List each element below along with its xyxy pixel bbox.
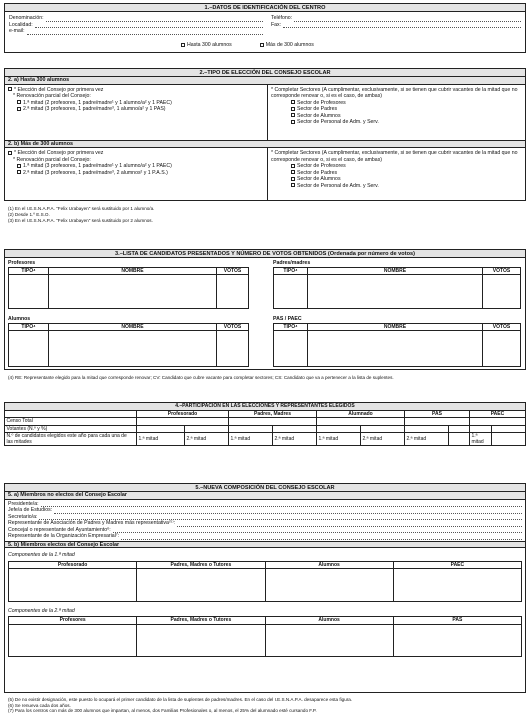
- col-nombre: NOMBRE: [308, 267, 483, 274]
- presidente-label: Presidente/a:: [8, 500, 39, 507]
- candidatos-label: N.º de candidatos elegidos este año para cada una de las mitades: [5, 432, 137, 446]
- fax-field[interactable]: [283, 23, 521, 28]
- jefe-estudios-field[interactable]: [54, 509, 522, 514]
- section-2b-title: 2. b) Más de 300 alumnos: [5, 141, 525, 149]
- section-5-title: 5.–NUEVA COMPOSICIÓN DEL CONSEJO ESCOLAR: [5, 484, 525, 492]
- 2b-renovacion-label: * Renovación parcial del Consejo:: [13, 156, 91, 163]
- table-cell[interactable]: [317, 418, 405, 425]
- prof-mitad2: 2.ª mitad: [185, 432, 229, 446]
- 2a-mitad1-checkbox[interactable]: [17, 100, 21, 104]
- col-tipo: TIPO⁴: [274, 267, 308, 274]
- 2a-sector-profesores-checkbox[interactable]: [291, 100, 295, 104]
- col-nombre: NOMBRE: [49, 323, 217, 330]
- secretario-label: Secretario/a:: [8, 513, 38, 520]
- footnote-5: (5) De no existir designación, este puesto lo ocupará el primer candidato de la lista de suplentes de padres/madres. En el caso del I.E.S.N.A.P.A. desaparece esta figura.: [8, 697, 353, 702]
- table-cell[interactable]: [308, 330, 483, 366]
- section-3-title: 3.–LISTA DE CANDIDATOS PRESENTADOS Y NÚMERO DE VOTOS OBTENIDOS (Ordenada por número de votos): [5, 250, 525, 258]
- table-cell[interactable]: [9, 624, 137, 656]
- 2b-primera-vez-checkbox[interactable]: [8, 151, 12, 155]
- alum-mitad1: 1.ª mitad: [317, 432, 361, 446]
- table-cell[interactable]: [273, 425, 317, 432]
- table-cell[interactable]: [308, 274, 483, 308]
- table-cell[interactable]: [405, 425, 449, 432]
- col-tipo: TIPO⁴: [9, 267, 49, 274]
- profesores-label: Profesores: [8, 260, 36, 266]
- col-tipo: TIPO⁴: [9, 323, 49, 330]
- comp2-col-padres: Padres, Madres o Tutores: [137, 617, 265, 624]
- 2b-sector-profesores-label: Sector de Profesores: [297, 163, 346, 169]
- 2b-primera-vez-label: * Elección del Consejo por primera vez: [14, 150, 104, 156]
- profesores-table: [8, 267, 249, 309]
- table-cell[interactable]: [229, 418, 317, 425]
- prof-mitad1: 1.ª mitad: [137, 432, 185, 446]
- denominacion-field[interactable]: [46, 17, 263, 22]
- 2a-mitad1-label: 1.ª mitad (2 profesores, 1 padre/madre¹ y 1 alumno/a² y 1 PAEC): [23, 99, 172, 106]
- table-cell[interactable]: [274, 330, 308, 366]
- 2a-mitad2-label: 2.ª mitad (3 profesores, 1 padre/madre³, 1 alumno/a² y 1 PAS): [23, 106, 166, 112]
- votantes-label: Votantes (N.º y %): [5, 425, 137, 432]
- comp1-table: [8, 561, 522, 602]
- 2b-sector-pas-label: Sector de Personal de Adm. y Serv.: [297, 182, 379, 189]
- col-nombre: NOMBRE: [49, 267, 217, 274]
- table-cell[interactable]: [469, 425, 491, 432]
- table-cell[interactable]: [9, 568, 137, 601]
- table-cell[interactable]: [483, 274, 521, 308]
- col-nombre: NOMBRE: [308, 323, 483, 330]
- section-1: [4, 3, 526, 53]
- table-cell[interactable]: [49, 274, 217, 308]
- email-field[interactable]: [27, 30, 263, 35]
- alumnos-label: Alumnos: [8, 316, 31, 322]
- fax-label: Fax:: [271, 21, 282, 28]
- 2b-mitad2-label: 2.ª mitad (3 profesores, 1 padre/madre³, 2 alumnos² y 1 P.A.S.): [23, 169, 168, 176]
- padres-mitad2: 2.ª mitad: [273, 432, 317, 446]
- table-cell[interactable]: [137, 568, 265, 601]
- presidente-field[interactable]: [41, 502, 522, 507]
- section-2a-title: 2. a) Hasta 300 alumnos: [5, 77, 525, 85]
- table-cell[interactable]: [491, 425, 525, 432]
- 2b-mitad1-checkbox[interactable]: [17, 164, 21, 168]
- section-4: [4, 402, 526, 446]
- comp2-col-pas: PAS: [393, 617, 521, 624]
- empresarial-label: Representante de la Organización Empresarial⁷:: [8, 533, 120, 539]
- 2a-renovacion-label: * Renovación parcial del Consejo:: [13, 93, 91, 99]
- table-cell[interactable]: [217, 274, 249, 308]
- pas-label: PAS / PAEC: [273, 316, 302, 322]
- 2a-sector-padres-checkbox[interactable]: [291, 107, 295, 111]
- table-cell[interactable]: [449, 425, 470, 432]
- table-cell[interactable]: [393, 624, 521, 656]
- 2b-mitad2-checkbox[interactable]: [17, 170, 21, 174]
- table-cell[interactable]: [229, 425, 273, 432]
- table-cell[interactable]: [393, 568, 521, 601]
- comp2-table: [8, 616, 522, 656]
- 2b-sector-pas-checkbox[interactable]: [291, 183, 295, 187]
- col-votos: VOTOS: [217, 267, 249, 274]
- footnote-1: (1) En el I.E.S.N.A.P.A. "Felix Urabayen" será sustituido por 1 alumno/a.: [8, 206, 155, 211]
- alum-mitad2: 2.ª mitad: [361, 432, 405, 446]
- mas-300-checkbox[interactable]: [260, 43, 264, 47]
- section-5: [4, 483, 526, 693]
- table-cell[interactable]: [265, 568, 393, 601]
- empty-cell: [5, 411, 137, 418]
- section-5a-title: 5. a) Miembros no electos del Consejo Escolar: [5, 492, 525, 500]
- col-pas: PAS: [405, 411, 470, 418]
- table-cell[interactable]: [405, 418, 470, 425]
- alumnos-table: [8, 323, 249, 367]
- paec-mitad1: 1.ª mitad: [469, 432, 491, 446]
- comp1-col-alumnos: Alumnos: [265, 561, 393, 568]
- 2a-sector-padres-label: Sector de Padres: [297, 106, 338, 112]
- 2b-sector-padres-checkbox[interactable]: [291, 170, 295, 174]
- email-label: e-mail:: [9, 28, 25, 34]
- telefono-field[interactable]: [294, 17, 521, 22]
- concejal-label: Concejal o representante del Ayuntamiento⁶:: [8, 526, 111, 533]
- apyma-field[interactable]: [177, 522, 522, 527]
- jefe-estudios-label: Jefe/a de Estudios:: [8, 507, 53, 513]
- padres-label: Padres/madres: [273, 260, 311, 266]
- col-votos: VOTOS: [483, 267, 521, 274]
- section-5b-title: 5. b) Miembros electos del Consejo Escolar: [5, 541, 525, 549]
- table-cell[interactable]: [49, 330, 217, 366]
- footnote-6: (6) Se renueva cada dos años.: [8, 702, 71, 708]
- col-votos: VOTOS: [483, 323, 521, 330]
- table-cell[interactable]: [265, 624, 393, 656]
- table-cell[interactable]: [137, 418, 229, 425]
- table-cell[interactable]: [217, 330, 249, 366]
- table-cell[interactable]: [361, 425, 405, 432]
- censo-label: Censo Total: [5, 418, 137, 425]
- section-5-footnotes: [8, 697, 524, 714]
- table-cell[interactable]: [137, 425, 185, 432]
- comp2-col-profesores: Profesores: [9, 617, 137, 624]
- 2b-sector-padres-label: Sector de Padres: [297, 169, 338, 176]
- comp2-label: Componentes de la 2.ª mitad: [8, 607, 75, 614]
- 2b-completar-sectores: * Completar Sectores (A cumplimentar, exclusivamente, si se tienen que cubrir vacantes de la mitad que no corresponde renovar o, si es el caso, de ambas): [271, 150, 518, 163]
- padres-mitad1: 1.ª mitad: [229, 432, 273, 446]
- comp1-col-padres: Padres, Madres o Tutores: [137, 561, 265, 568]
- footnote-4: (4) RE: Representante elegido para la mitad que corresponde renovar; CV: Candidato que cubre vacante para completar sectores; CS: Candidato que va a pertenecer a la lista de suplentes.: [8, 375, 394, 380]
- table-cell[interactable]: [9, 274, 49, 308]
- table-cell[interactable]: [483, 330, 521, 366]
- comp2-col-alumnos: Alumnos: [265, 617, 393, 624]
- pas-table: [273, 323, 521, 367]
- section-3: [4, 249, 526, 370]
- table-cell[interactable]: [469, 418, 525, 425]
- 2b-sector-alumnos-checkbox[interactable]: [291, 177, 295, 181]
- section-1-title: 1.–DATOS DE IDENTIFICACIÓN DEL CENTRO: [5, 4, 525, 12]
- table-cell[interactable]: [449, 432, 470, 446]
- col-votos: VOTOS: [217, 323, 249, 330]
- section-4-title: 4.–PARTICIPACIÓN EN LAS ELECCIONES Y REPRESENTANTES ELEGIDOS: [5, 403, 526, 411]
- section-2-footnotes: [8, 206, 524, 224]
- section-2-title: 2.–TIPO DE ELECCIÓN DEL CONSEJO ESCOLAR: [5, 69, 525, 77]
- 2b-sector-profesores-checkbox[interactable]: [291, 164, 295, 168]
- mas-300-label: Más de 300 alumnos: [265, 42, 314, 48]
- table-cell[interactable]: [185, 425, 229, 432]
- empresarial-field[interactable]: [121, 535, 522, 540]
- comp1-col-profesorado: Profesorado: [9, 561, 137, 568]
- apyma-label: Representante de Asociación de Padres y Madres más representativa⁽⁵⁾:: [8, 520, 176, 526]
- localidad-field[interactable]: [35, 23, 263, 28]
- table-cell[interactable]: [491, 432, 525, 446]
- 2a-sector-alumnos-label: Sector de Alumnos: [297, 112, 341, 119]
- concejal-field[interactable]: [113, 528, 522, 533]
- hasta-300-label: Hasta 300 alumnos: [187, 42, 232, 48]
- col-profesorado: Profesorado: [137, 411, 229, 418]
- participation-table: [4, 402, 526, 446]
- 2a-sector-profesores-label: Sector de Profesores: [297, 99, 346, 106]
- table-cell[interactable]: [9, 330, 49, 366]
- localidad-label: Localidad:: [9, 21, 33, 28]
- comp1-col-paec: PAEC: [393, 561, 521, 568]
- col-padres: Padres, Madres: [229, 411, 317, 418]
- 2a-completar-sectores: * Completar Sectores (A cumplimentar, exclusivamente, si se tienen que cubrir vacantes de la mitad que no corresponde renovar o, si es el caso, de ambas): [271, 86, 518, 99]
- 2a-sector-pas-checkbox[interactable]: [291, 120, 295, 124]
- telefono-label: Teléfono:: [271, 15, 293, 21]
- col-tipo: TIPO⁴: [274, 323, 308, 330]
- denominacion-label: Denominación:: [9, 15, 44, 21]
- footnote-2: (2) Desde 1.º E.S.O.: [8, 212, 50, 217]
- footnote-7: (7) Para los centros con más de 300 alumnos que impartan, al menos, dos Familias Profesionales o, al menos, el 25% del alumnado esté cursando F.P.: [8, 708, 317, 714]
- hasta-300-checkbox[interactable]: [181, 43, 185, 47]
- 2a-sector-alumnos-checkbox[interactable]: [291, 113, 295, 117]
- table-cell[interactable]: [137, 624, 265, 656]
- padres-table: [273, 267, 521, 309]
- table-cell[interactable]: [274, 274, 308, 308]
- 2a-mitad2-checkbox[interactable]: [17, 107, 21, 111]
- footnote-3: (3) En el I.E.S.N.A.P.A. "Felix Urabayen" será sustituido por 2 alumnos.: [8, 218, 153, 223]
- table-cell[interactable]: [317, 425, 361, 432]
- 2a-primera-vez-checkbox[interactable]: [8, 87, 12, 91]
- section-2: [4, 68, 526, 201]
- comp1-label: Componentes de la 1.ª mitad: [8, 552, 75, 558]
- col-paec: PAEC: [469, 411, 525, 418]
- 2b-mitad1-label: 1.ª mitad (3 profesores, 1 padre/madre¹ y 1 alumno/a² y 1 PAEC): [23, 163, 172, 169]
- col-alumnado: Alumnado: [317, 411, 405, 418]
- 2b-sector-alumnos-label: Sector de Alumnos: [297, 176, 341, 182]
- pas-mitad2: 2.ª mitad: [405, 432, 449, 446]
- 2a-sector-pas-label: Sector de Personal de Adm. y Serv.: [297, 119, 379, 125]
- 2a-primera-vez-label: * Elección del Consejo por primera vez: [14, 86, 104, 93]
